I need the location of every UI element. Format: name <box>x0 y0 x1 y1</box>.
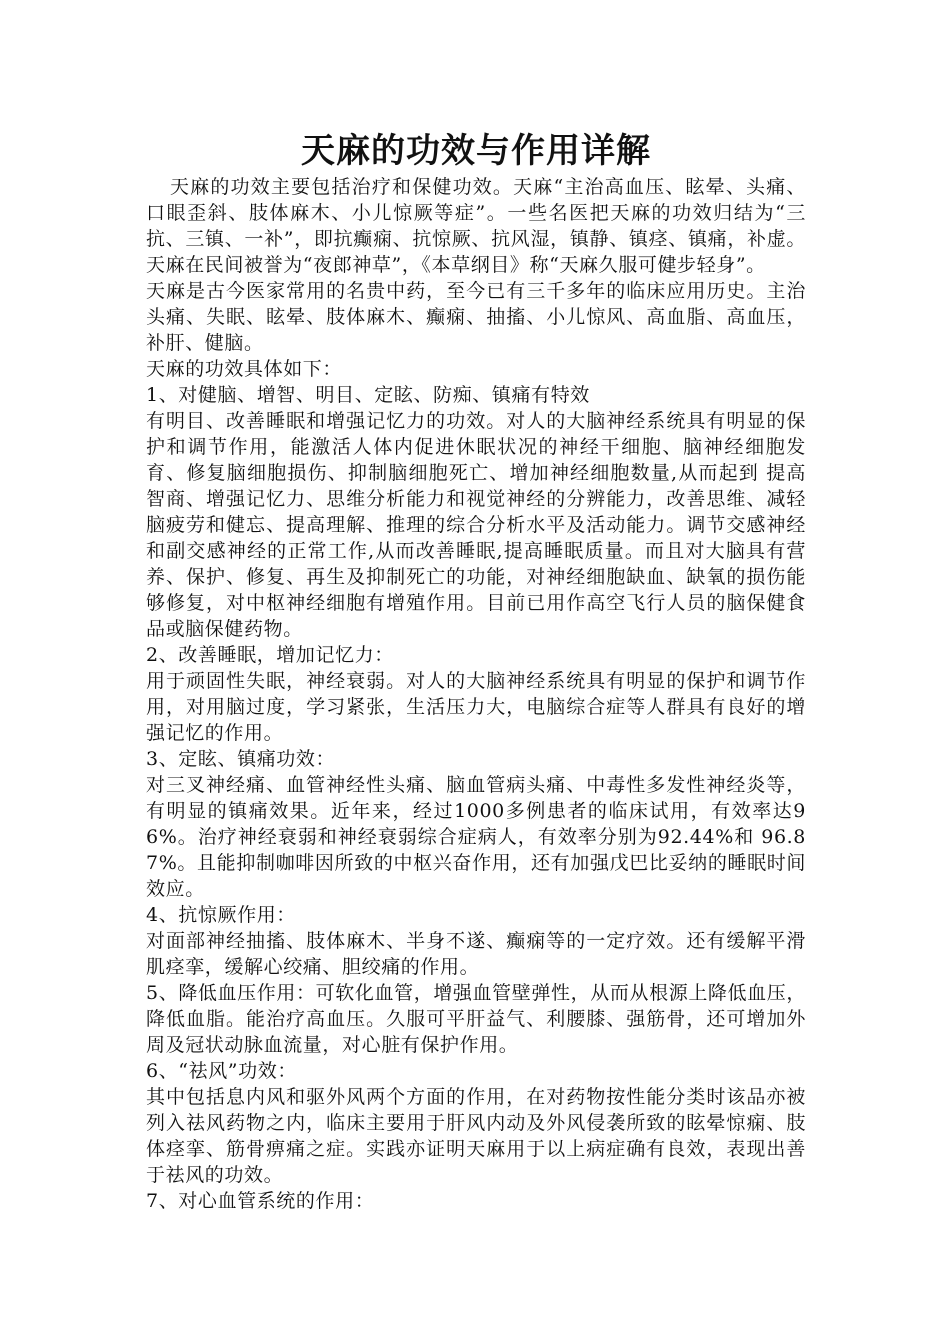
section-body-3: 对三叉神经痛、血管神经性头痛、脑血管病头痛、中毒性多发性神经炎等，有明显的镇痛效果。近年来，经过1000多例患者的临床试用，有效率达96%。治疗神经衰弱和神经衰弱综合症病人，有效率分别为92.44%和 96.87%。且能抑制咖啡因所致的中枢兴奋作用，还有加强戊巴比妥纳的睡眠时间效应。 <box>146 774 806 900</box>
document-title: 天麻的功效与作用详解 <box>301 131 651 171</box>
intro-paragraph: 天麻的功效主要包括治疗和保健功效。天麻“主治高血压、眩晕、头痛、口眼歪斜、肢体麻木、小儿惊厥等症”。一些名医把天麻的功效归结为“三抗、三镇、一补”，即抗癫痫、抗惊厥、抗风湿，镇静、镇痉、镇痛，补虚。天麻在民间被誉为“夜郎神草”，《本草纲目》称“天麻久服可健步轻身”。 <box>146 176 806 276</box>
section-heading-4: 4、抗惊厥作用： <box>146 904 296 926</box>
section-body-1: 有明目、改善睡眠和增强记忆力的功效。对人的大脑神经系统具有明显的保护和调节作用，能激活人体内促进休眠状况的神经干细胞、脑神经细胞发育、修复脑细胞损伤、抑制脑细胞死亡、增加神经细胞数量,从而起到 提高智商、增强记忆力、思维分析能力和视觉神经的分辨能力，改善思维、减轻脑疲劳和健忘、提高理解、推理的综合分析水平及活动能力。调节交感神经和副交感神经的正常工作,从而改善睡眠,提高睡眠质量。而且对大脑具有营养、保护、修复、再生及抑制死亡的功能，对神经细胞缺血、缺氧的损伤能够修复，对中枢神经细胞有增殖作用。目前已用作高空飞行人员的脑保健食品或脑保健药物。 <box>146 410 806 640</box>
section-body-2: 用于顽固性失眠，神经衰弱。对人的大脑神经系统具有明显的保护和调节作用，对用脑过度，学习紧张，生活压力大，电脑综合症等人群具有良好的增强记忆的作用。 <box>146 670 806 744</box>
history-paragraph: 天麻是古今医家常用的名贵中药，至今已有三千多年的临床应用历史。主治头痛、失眠、眩晕、肢体麻木、癫痫、抽搐、小儿惊风、高血脂、高血压，补肝、健脑。 <box>146 280 806 354</box>
document-body <box>146 128 806 1214</box>
effects-intro: 天麻的功效具体如下： <box>146 358 343 380</box>
section-heading-1: 1、对健脑、增智、明目、定眩、防痴、镇痛有特效 <box>146 384 590 406</box>
section-heading-7: 7、对心血管系统的作用： <box>146 1190 375 1212</box>
section-body-4: 对面部神经抽搐、肢体麻木、半身不遂、癫痫等的一定疗效。还有缓解平滑肌痉挛，缓解心绞痛、胆绞痛的作用。 <box>146 930 806 978</box>
section-heading-2: 2、改善睡眠，增加记忆力： <box>146 644 394 666</box>
section-5: 5、降低血压作用：可软化血管，增强血管壁弹性，从而从根源上降低血压，降低血脂。能治疗高血压。久服可平肝益气、利腰膝、强筋骨，还可增加外周及冠状动脉血流量，对心脏有保护作用。 <box>146 982 806 1056</box>
section-heading-3: 3、定眩、镇痛功效： <box>146 748 336 770</box>
section-heading-6: 6、“祛风”功效： <box>146 1060 297 1082</box>
section-body-6: 其中包括息内风和驱外风两个方面的作用，在对药物按性能分类时该品亦被列入祛风药物之内，临床主要用于肝风内动及外风侵袭所致的眩晕惊痫、肢体痉挛、筋骨痹痛之症。实践亦证明天麻用于以上病症确有良效，表现出善于祛风的功效。 <box>146 1086 806 1186</box>
